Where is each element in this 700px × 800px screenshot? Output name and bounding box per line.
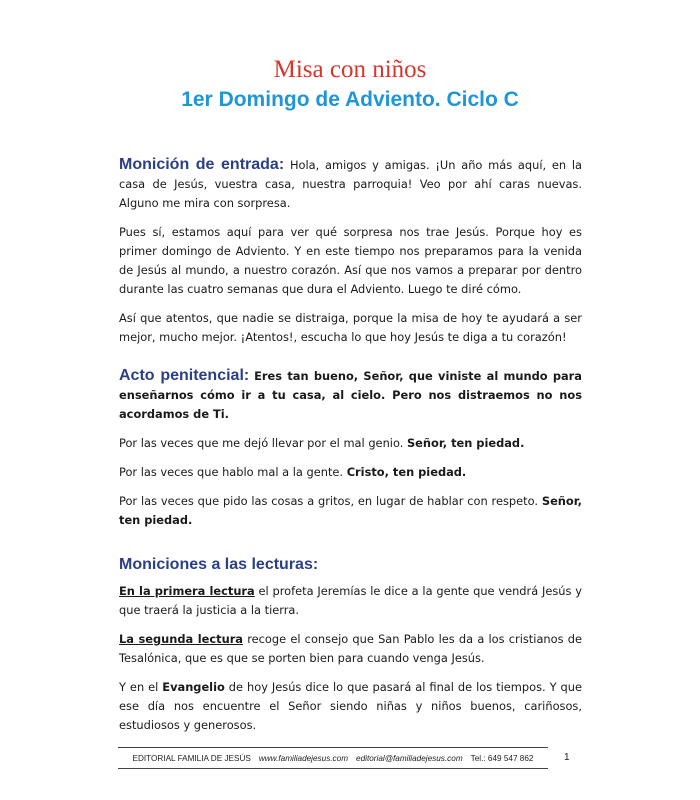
acto-line-3-text: Por las veces que pido las cosas a gritos, en lugar de hablar con respeto. [119,494,539,508]
acto-line-1-response: Señor, ten piedad. [406,436,525,450]
document-title: Misa con niños [273,56,427,83]
reading-2 [119,630,582,668]
monicion-paragraph-3: Así que atentos, que nadie se distraiga, porque la misa de hoy te ayudará a ser mejor, mucho mejor. ¡Atentos!, escucha lo que hoy Jesús te diga a tu corazón! [119,311,582,344]
acto-line-2-response: Cristo, ten piedad. [346,465,467,479]
reading-2-label: La segunda lectura [119,632,243,646]
reading-1-text: el profeta Jeremías le dice a la gente que vendrá Jesús y que traerá la justicia a la tierra. [119,584,582,617]
reading-1 [119,582,582,620]
document-subtitle: 1er Domingo de Adviento. Ciclo C [181,88,519,111]
acto-intro-text: Eres tan bueno, Señor, que viniste al mundo para enseñarnos cómo ir a tu casa, al cielo. Pero nos distraemos no nos acordamos de Ti. [119,369,582,421]
page-number: 1 [564,752,570,763]
footer-publisher: EDITORIAL FAMILIA DE JESÚS [132,753,251,763]
acto-line-2-text: Por las veces que hablo mal a la gente. [119,465,344,479]
acto-line-3-response: Señor, ten piedad. [119,494,582,527]
page-footer [118,747,548,769]
footer-phone: Tel.: 649 547 862 [470,753,534,763]
acto-line-1 [119,434,582,453]
acto-line-3 [119,492,582,530]
section-heading-monicion: Monición de entrada: [119,156,285,173]
section-heading-acto: Acto penitencial: [119,367,250,384]
footer-website: www.familiadejesus.com [258,753,349,763]
section-moniciones-lecturas [119,555,582,745]
reading-3-pre: Y en el [119,680,159,694]
reading-3 [119,678,582,735]
section-heading-lecturas: Moniciones a las lecturas: [119,556,319,573]
monicion-paragraph-2: Pues sí, estamos aquí para ver qué sorpresa nos trae Jesús. Porque hoy es primer domingo de Adviento. Y en este tiempo nos preparamos para la venida de Jesús al mundo, a nuestro corazón. Así que nos vamos a preparar por dentro durante las cuatro semanas que dura el Adviento. Luego te diré cómo. [119,225,582,296]
acto-line-2 [119,463,582,482]
reading-3-label: Evangelio [162,680,225,694]
reading-2-text: recoge el consejo que San Pablo les da a los cristianos de Tesalónica, que es que se porten bien para cuando venga Jesús. [119,632,582,665]
reading-3-text: de hoy Jesús dice lo que pasará al final de los tiempos. Y que ese día nos encuentre el Señor siendo niñas y niños buenos, cariñosos, estudiosos y generosos. [119,680,583,732]
acto-line-1-text: Por las veces que me dejó llevar por el mal genio. [119,436,404,450]
section-monicion-entrada [119,155,582,357]
section-acto-penitencial [119,366,582,540]
footer-email: editorial@familiadejesus.com [356,753,463,763]
reading-1-label: En la primera lectura [119,584,255,598]
monicion-intro-text: Hola, amigos y amigas. ¡Un año más aquí, en la casa de Jesús, vuestra casa, nuestra parroquia! Veo por ahí caras nuevas. Alguno me mira con sorpresa. [119,158,583,210]
